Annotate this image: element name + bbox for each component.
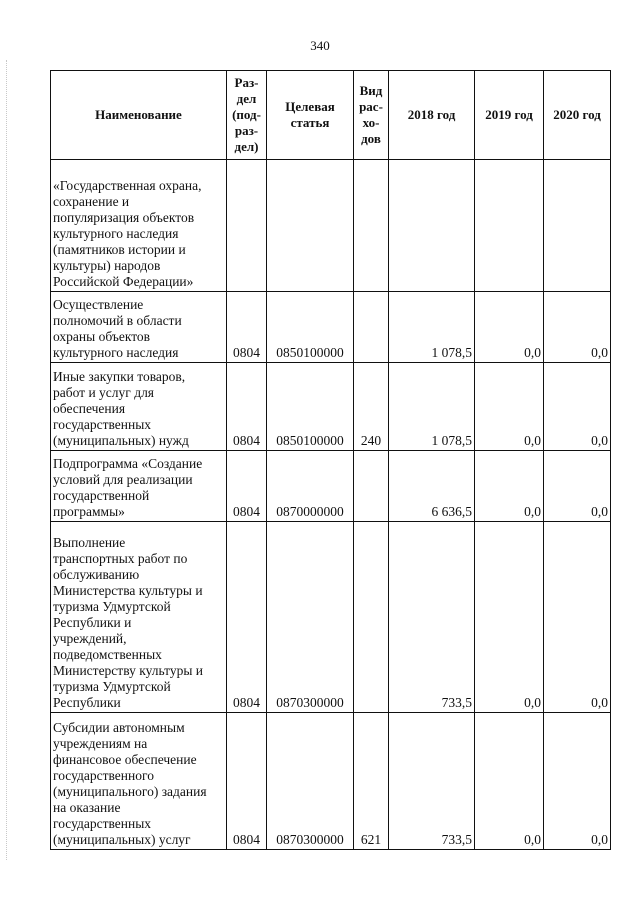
row-2018: 1 078,5 [389,363,475,451]
header-target-article: Целевая статья [267,71,354,160]
table-row [51,160,611,292]
table-row [51,713,611,850]
row-target: 0850100000 [267,292,354,363]
header-2019: 2019 год [475,71,544,160]
row-expense [354,160,389,292]
row-section: 0804 [227,522,267,713]
table-row [51,292,611,363]
row-2018: 6 636,5 [389,451,475,522]
header-expense-type: Вид рас- хо- дов [354,71,389,160]
row-target: 0870300000 [267,713,354,850]
row-2019: 0,0 [475,451,544,522]
row-2019: 0,0 [475,363,544,451]
row-section: 0804 [227,451,267,522]
row-name: Подпрограмма «Создание условий для реализации государственной программы» [51,451,227,522]
row-2020: 0,0 [544,292,611,363]
row-expense [354,451,389,522]
table-row [51,522,611,713]
table-row [51,451,611,522]
row-expense [354,522,389,713]
row-2020: 0,0 [544,363,611,451]
row-expense [354,292,389,363]
page-number: 340 [310,38,330,53]
row-2018: 1 078,5 [389,292,475,363]
row-section: 0804 [227,292,267,363]
row-2019: 0,0 [475,713,544,850]
budget-table [50,70,611,850]
header-section: Раз- дел (под- раз- дел) [227,71,267,160]
row-2018: 733,5 [389,522,475,713]
margin-perforation [6,60,8,860]
row-2019: 0,0 [475,522,544,713]
row-section: 0804 [227,713,267,850]
row-name: «Государственная охрана, сохранение и популяризация объектов культурного наследия (памятников истории и культуры) народов Российской Федерации» [51,160,227,292]
row-2019 [475,160,544,292]
header-2018: 2018 год [389,71,475,160]
row-name: Иные закупки товаров, работ и услуг для обеспечения государственных (муниципальных) нужд [51,363,227,451]
row-2020: 0,0 [544,522,611,713]
row-section: 0804 [227,363,267,451]
row-name: Субсидии автономным учреждениям на финансовое обеспечение государственного (муниципального) задания на оказание государственных (муниципальных) услуг [51,713,227,850]
row-expense: 240 [354,363,389,451]
row-2018 [389,160,475,292]
table-row [51,363,611,451]
row-section [227,160,267,292]
row-name: Выполнение транспортных работ по обслуживанию Министерства культуры и туризма Удмуртской Республики и учреждений, подведомственных Министерству культуры и туризма Удмуртской Республики [51,522,227,713]
header-2020: 2020 год [544,71,611,160]
row-2018: 733,5 [389,713,475,850]
row-2020: 0,0 [544,451,611,522]
table-header-row [51,71,611,160]
row-name: Осуществление полномочий в области охраны объектов культурного наследия [51,292,227,363]
row-2019: 0,0 [475,292,544,363]
row-target: 0850100000 [267,363,354,451]
row-2020 [544,160,611,292]
row-2020: 0,0 [544,713,611,850]
row-target: 0870000000 [267,451,354,522]
row-target [267,160,354,292]
row-expense: 621 [354,713,389,850]
row-target: 0870300000 [267,522,354,713]
header-name: Наименование [51,71,227,160]
